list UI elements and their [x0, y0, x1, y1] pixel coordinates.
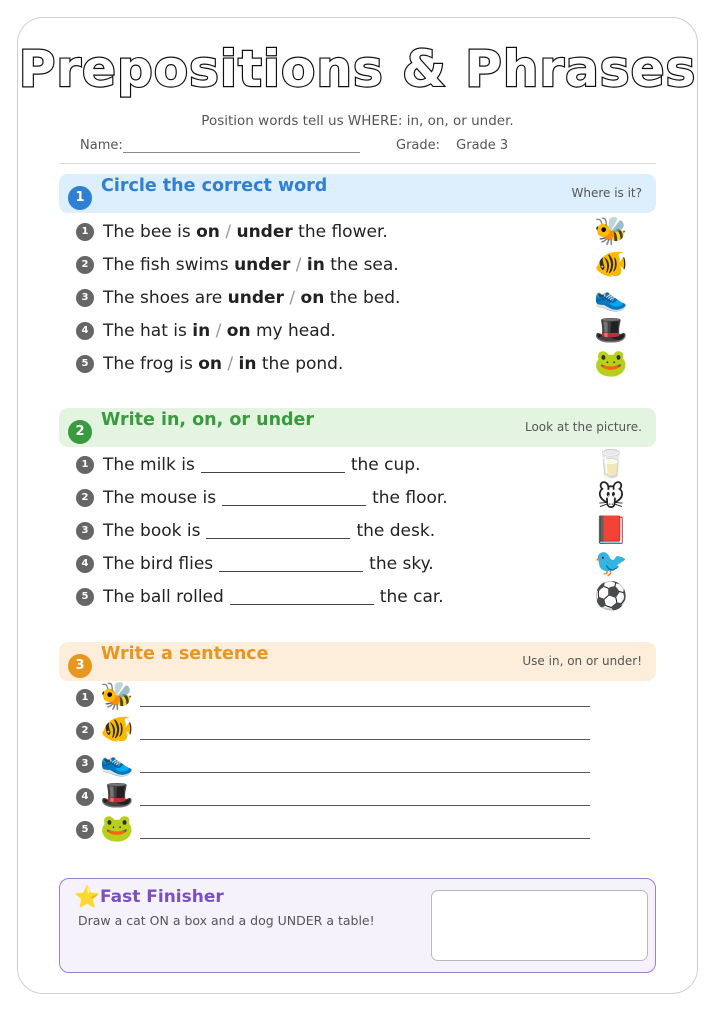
top-hat-icon: 🎩 [100, 780, 134, 811]
shoe-icon: 👟 [100, 747, 134, 778]
choice-separator: / [290, 255, 307, 275]
circle-question-row [76, 285, 400, 311]
section-1-number: 1 [68, 186, 92, 210]
choice-separator: / [283, 288, 301, 308]
sentence-write-line[interactable] [140, 706, 590, 707]
fish-icon: 🐠 [100, 714, 134, 745]
bee-icon: 🐝 [594, 216, 628, 247]
bee-icon: 🐝 [100, 681, 134, 712]
sentence-end: the floor. [372, 488, 448, 508]
choice-separator: / [219, 222, 237, 242]
question-number: 5 [76, 588, 94, 606]
fish-icon: 🐠 [594, 249, 628, 280]
choice-option-2[interactable]: under [236, 222, 293, 242]
choice-option-1[interactable]: in [192, 321, 211, 341]
frog-icon: 🐸 [594, 348, 628, 379]
fill-blank-row [76, 551, 434, 577]
grade-label: Grade: [396, 138, 441, 153]
choice-option-1[interactable]: under [234, 255, 291, 275]
sentence-end: the pond. [256, 354, 344, 374]
choice-option-1[interactable]: on [196, 222, 220, 242]
soccer-ball-icon: ⚽ [594, 581, 628, 612]
sentence-start: The fish swims [103, 255, 235, 275]
section-3-header [59, 642, 656, 681]
question-number: 1 [76, 456, 94, 474]
answer-blank[interactable] [230, 585, 374, 605]
sentence-start: The mouse is [103, 488, 217, 508]
sentence-start: The shoes are [103, 288, 228, 308]
question-number: 4 [76, 788, 94, 806]
sentence-end: the desk. [356, 521, 436, 541]
worksheet-subtitle: Position words tell us WHERE: in, on, or under. [201, 113, 514, 129]
fill-blank-row [76, 452, 420, 478]
fill-blank-row [76, 584, 444, 610]
sentence-start: The ball rolled [103, 587, 224, 607]
name-label: Name: [80, 138, 123, 153]
circle-question-row [76, 219, 388, 245]
question-number: 5 [76, 821, 94, 839]
choice-option-1[interactable]: under [227, 288, 284, 308]
sentence-write-line[interactable] [140, 805, 590, 806]
section-2-header [59, 408, 656, 447]
sentence-start: The bird flies [103, 554, 214, 574]
answer-blank[interactable] [222, 486, 366, 506]
question-number: 2 [76, 256, 94, 274]
choice-option-2[interactable]: on [300, 288, 325, 308]
circle-question-row [76, 252, 399, 278]
answer-blank[interactable] [201, 453, 345, 473]
sentence-end: the bed. [324, 288, 401, 308]
section-3-hint: Use in, on or under! [522, 654, 642, 668]
star-icon: ⭐ [74, 885, 101, 909]
choice-separator: / [222, 354, 239, 374]
question-number: 2 [76, 722, 94, 740]
choice-option-2[interactable]: on [226, 321, 251, 341]
question-number: 1 [76, 223, 94, 241]
sentence-end: the sky. [369, 554, 434, 574]
mouse-icon: 🐭 [596, 482, 626, 513]
sentence-write-line[interactable] [140, 772, 590, 773]
grade-field [396, 138, 508, 153]
choice-separator: / [210, 321, 227, 341]
name-field[interactable] [80, 138, 360, 153]
shoe-icon: 👟 [594, 282, 628, 313]
book-icon: 📕 [594, 515, 628, 546]
fast-finisher-instructions: Draw a cat ON a box and a dog UNDER a table! [78, 913, 375, 928]
name-line[interactable] [123, 152, 360, 153]
sentence-write-line[interactable] [140, 739, 590, 740]
question-number: 3 [76, 755, 94, 773]
choice-option-1[interactable]: on [198, 354, 222, 374]
section-1-title: Circle the correct word [101, 176, 328, 196]
milk-glass-icon: 🥛 [594, 449, 628, 480]
drawing-area[interactable] [431, 890, 648, 961]
choice-option-2[interactable]: in [306, 255, 325, 275]
question-number: 1 [76, 689, 94, 707]
section-1-hint: Where is it? [571, 186, 642, 200]
sentence-write-line[interactable] [140, 838, 590, 839]
section-2-hint: Look at the picture. [524, 420, 642, 434]
question-number: 5 [76, 355, 94, 373]
sentence-start: The hat is [103, 321, 193, 341]
frog-icon: 🐸 [100, 813, 134, 844]
sentence-end: my head. [250, 321, 336, 341]
grade-value: Grade 3 [456, 138, 509, 153]
sentence-start: The book is [103, 521, 201, 541]
header-divider [59, 163, 656, 164]
sentence-end: the cup. [350, 455, 421, 475]
sentence-end: the flower. [292, 222, 388, 242]
sentence-start: The bee is [103, 222, 197, 242]
worksheet-title: Prepositions & Phrases [18, 40, 697, 98]
sentence-start: The frog is [103, 354, 199, 374]
fill-blank-row [76, 485, 448, 511]
sentence-start: The milk is [103, 455, 195, 475]
question-number: 4 [76, 555, 94, 573]
fast-finisher-box [59, 878, 656, 973]
question-number: 4 [76, 322, 94, 340]
question-number: 2 [76, 489, 94, 507]
section-3-number: 3 [68, 654, 92, 678]
bird-icon: 🐦 [594, 548, 628, 579]
top-hat-icon: 🎩 [594, 315, 628, 346]
question-number: 3 [76, 522, 94, 540]
fill-blank-row [76, 518, 435, 544]
answer-blank[interactable] [206, 519, 350, 539]
section-2-number: 2 [68, 420, 92, 444]
circle-question-row [76, 351, 343, 377]
sentence-end: the car. [379, 587, 444, 607]
sentence-end: the sea. [324, 255, 399, 275]
section-2-title: Write in, on, or under [101, 410, 315, 430]
choice-option-2[interactable]: in [238, 354, 257, 374]
fast-finisher-title: Fast Finisher [100, 887, 224, 907]
section-1-header [59, 174, 656, 213]
circle-question-row [76, 318, 336, 344]
answer-blank[interactable] [219, 552, 363, 572]
section-3-title: Write a sentence [101, 644, 269, 664]
question-number: 3 [76, 289, 94, 307]
